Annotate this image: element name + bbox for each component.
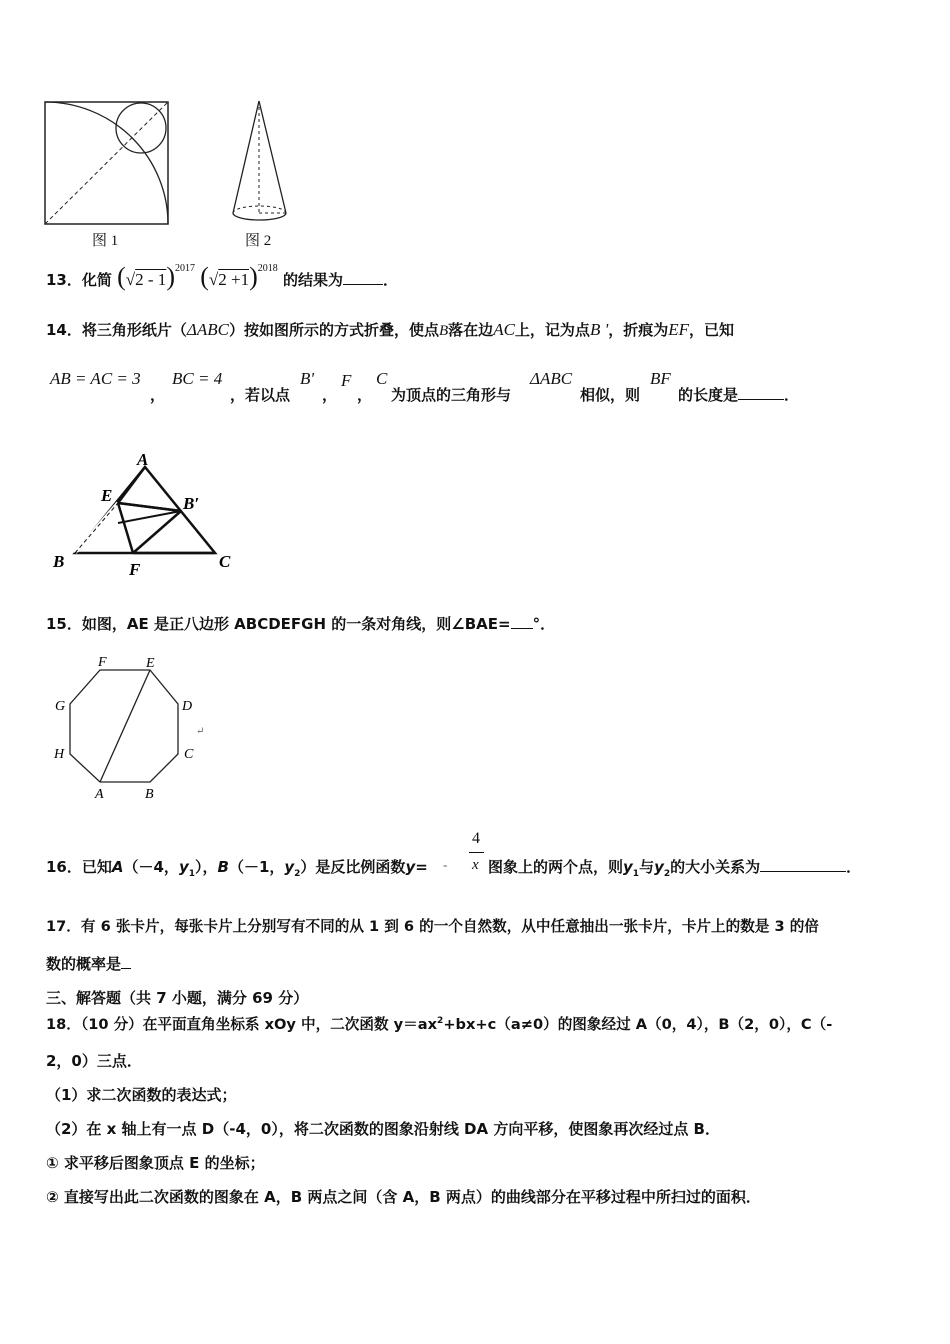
q16-fraction-numerator: 4 [472,830,480,847]
q13-paren-close-1: ) [166,262,175,291]
q16-b-coord: （－1， [228,858,285,876]
fig1-diagonal [45,102,168,224]
q15-answer-blank[interactable] [511,614,533,629]
q13-sqrt-2: √ [208,270,219,289]
q14-vertex-b-prime: B' [300,369,315,388]
q13-exponent-2: 2018 [257,263,278,274]
q18-line-2: 2，0）三点． [46,1052,142,1070]
question-18-line-1 [46,1013,832,1034]
q16-minus-sign: - [443,857,448,872]
question-14-line-1 [46,319,734,340]
q16-close-1: ）， [194,858,218,876]
q16-y1: y [178,858,189,876]
q13-paren-open-1: ( [117,262,126,291]
question-15 [46,613,555,634]
q15-octagon-figure [50,652,210,804]
q13-answer-blank[interactable] [343,270,383,285]
q14-figure [45,445,245,575]
q13-term-1: 2 - 1 [135,270,167,289]
q14-answer-blank[interactable] [738,385,784,400]
q13-tail: 的结果为 [282,271,343,289]
q13-verb: 化简 [81,271,112,289]
q15-label-h: H [54,747,65,762]
q15-label-f: F [98,655,107,670]
q15-label-c: C [184,747,194,762]
q14-crease-line [118,503,133,553]
q14-text-2: ）按如图所示的方式折叠，使点 [228,321,439,339]
question-17-line-1 [46,915,819,936]
question-16-tail [488,856,861,879]
q14-vertex-c: C [376,369,388,388]
paragraph-mark-icon: ↵ [196,726,205,737]
q18-sub-2: ② 直接写出此二次函数的图象在 A，B 两点之间（含 A，B 两点）的曲线部分在平移过程中所扫过的面积． [46,1188,761,1206]
q16-fraction-bar [469,852,484,853]
q14-text-6: ，已知 [689,321,735,339]
q16-text-2: 图象上的两个点，则 [488,858,624,876]
q18-part-1: （1）求二次函数的表达式； [46,1086,237,1104]
q16-equals: = [415,858,428,876]
fig2-caption: 图 2 [245,233,272,249]
question-16 [46,856,428,879]
question-17-line-2 [46,953,131,974]
q14-end: ． [784,386,800,404]
q16-point-b: B [217,858,229,876]
q13-sqrt-1: √ [125,270,136,289]
q15-label-e: E [146,656,155,671]
q14-label-e: E [101,486,113,505]
q15-label-g: G [55,699,66,714]
q14-side-ac: AC [493,320,515,339]
q14-tail [678,384,799,405]
q17-line-1: 有 6 张卡片，每张卡片上分别写有不同的从 1 到 6 的一个自然数，从中任意抽出一张卡片，卡片上的数是 3 的倍 [80,918,819,935]
q14-triangle-top [118,503,181,511]
q14-number: 14． [46,321,82,339]
q14-segment-fb-prime [133,511,181,553]
q14-comma: ， [150,386,166,404]
q14-segment-bf: BF [650,369,671,388]
q13-paren-close-2: ) [249,262,258,291]
q16-close-2: ）是反比例函数 [300,858,406,876]
q14-text-3: 落在边 [448,321,494,339]
q15-text: 如图，AE 是正八边形 ABCDEFGH 的一条对角线，则∠BAE= [81,615,511,633]
q14-inner-line [118,511,181,523]
q14-crease-ef: EF [668,320,690,339]
q14-given-ab-ac: AB = AC = 3 [50,369,141,388]
figure-1 [40,95,175,230]
q13-number: 13． [46,271,82,289]
q16-y2: y [284,858,295,876]
question-13 [46,262,398,298]
q16-y: y [405,858,416,876]
figure-2 [225,95,295,230]
q14-triangle-abc: ΔABC [186,320,229,339]
q14-text-7: ，若以点 [230,386,291,404]
cone-base-front [233,213,286,220]
q14-comma-3: ， [357,386,373,404]
q17-line-2: 数的概率是 [46,955,122,973]
q16-text-4: 的大小关系为 [670,858,761,876]
q16-y2-sub: 2 [294,869,301,879]
q16-text-3: 与 [639,858,655,876]
q14-point-b-prime: B ' [589,320,609,339]
fig1-caption: 图 1 [92,233,119,249]
q16-number: 16． [46,858,82,876]
q15-octagon [70,670,178,782]
q18-sub-1: ① 求平移后图象顶点 E 的坐标； [46,1154,265,1172]
q16-y2-b-sub: 2 [663,869,671,879]
q14-triangle-abc-2: ΔABC [530,369,573,388]
q16-y1-sub: 1 [188,869,195,879]
q18-number: 18． [46,1016,81,1033]
q18-part-2: （2）在 x 轴上有一点 D（-4，0），将二次函数的图象沿射线 DA 方向平移，使图象再次经过点 B． [46,1120,720,1138]
q13-exponent-1: 2017 [174,263,195,274]
q14-label-a: A [137,450,149,469]
cone-right-edge [259,101,286,213]
q14-label-b-prime: B′ [183,494,200,513]
q15-diagonal-ae [100,670,150,782]
q18-line-1b: +bx+c（a≠0）的图象经过 A（0，4），B（2，0），C（- [443,1016,833,1033]
q16-text-1: 已知 [81,858,112,876]
q14-point-b: B [439,323,449,339]
q14-text-4: 上，记为点 [514,321,590,339]
fig1-circle [116,103,166,153]
q14-label-c: C [219,552,231,571]
q17-number: 17． [46,918,81,935]
q15-end: °． [532,615,556,633]
q13-paren-open-2: ( [200,262,209,291]
q16-end: ． [846,858,862,876]
q14-text-10: 的长度是 [678,386,739,404]
q14-label-f: F [129,560,141,575]
q16-a-coord: （－4， [123,858,179,876]
q14-text-9: 相似，则 [580,386,641,404]
q14-label-b: B [53,552,65,571]
cone-left-edge [233,101,259,213]
q15-label-b: B [145,787,154,802]
q14-text-1: 将三角形纸片（ [81,321,187,339]
q18-line-1a: （10 分）在平面直角坐标系 xOy 中，二次函数 y＝ax [80,1016,438,1033]
q14-text-5: ，折痕为 [608,321,669,339]
q14-given-bc: BC = 4 [172,369,223,388]
q14-text-8: 为顶点的三角形与 [391,386,512,404]
q15-number: 15． [46,615,82,633]
q14-vertex-f: F [341,371,352,390]
section-title: 三、解答题（共 7 小题，满分 69 分） [46,989,309,1007]
q16-answer-blank[interactable] [760,857,846,872]
q15-label-a: A [95,787,104,802]
q16-fraction-denominator: x [472,857,479,873]
q15-label-d: D [182,699,193,714]
q16-y2-b: y [654,858,664,876]
q14-segment-ae [118,467,145,503]
q16-y1-b: y [623,858,633,876]
q16-point-a: A [111,858,124,876]
q13-term-2: 2 +1 [218,270,250,289]
q16-y1-b-sub: 1 [632,869,640,879]
q17-answer-blank[interactable] [121,954,131,969]
q13-end: ． [383,271,399,289]
q14-comma-2: ， [322,386,338,404]
q18-superscript: 2 [437,1016,444,1027]
